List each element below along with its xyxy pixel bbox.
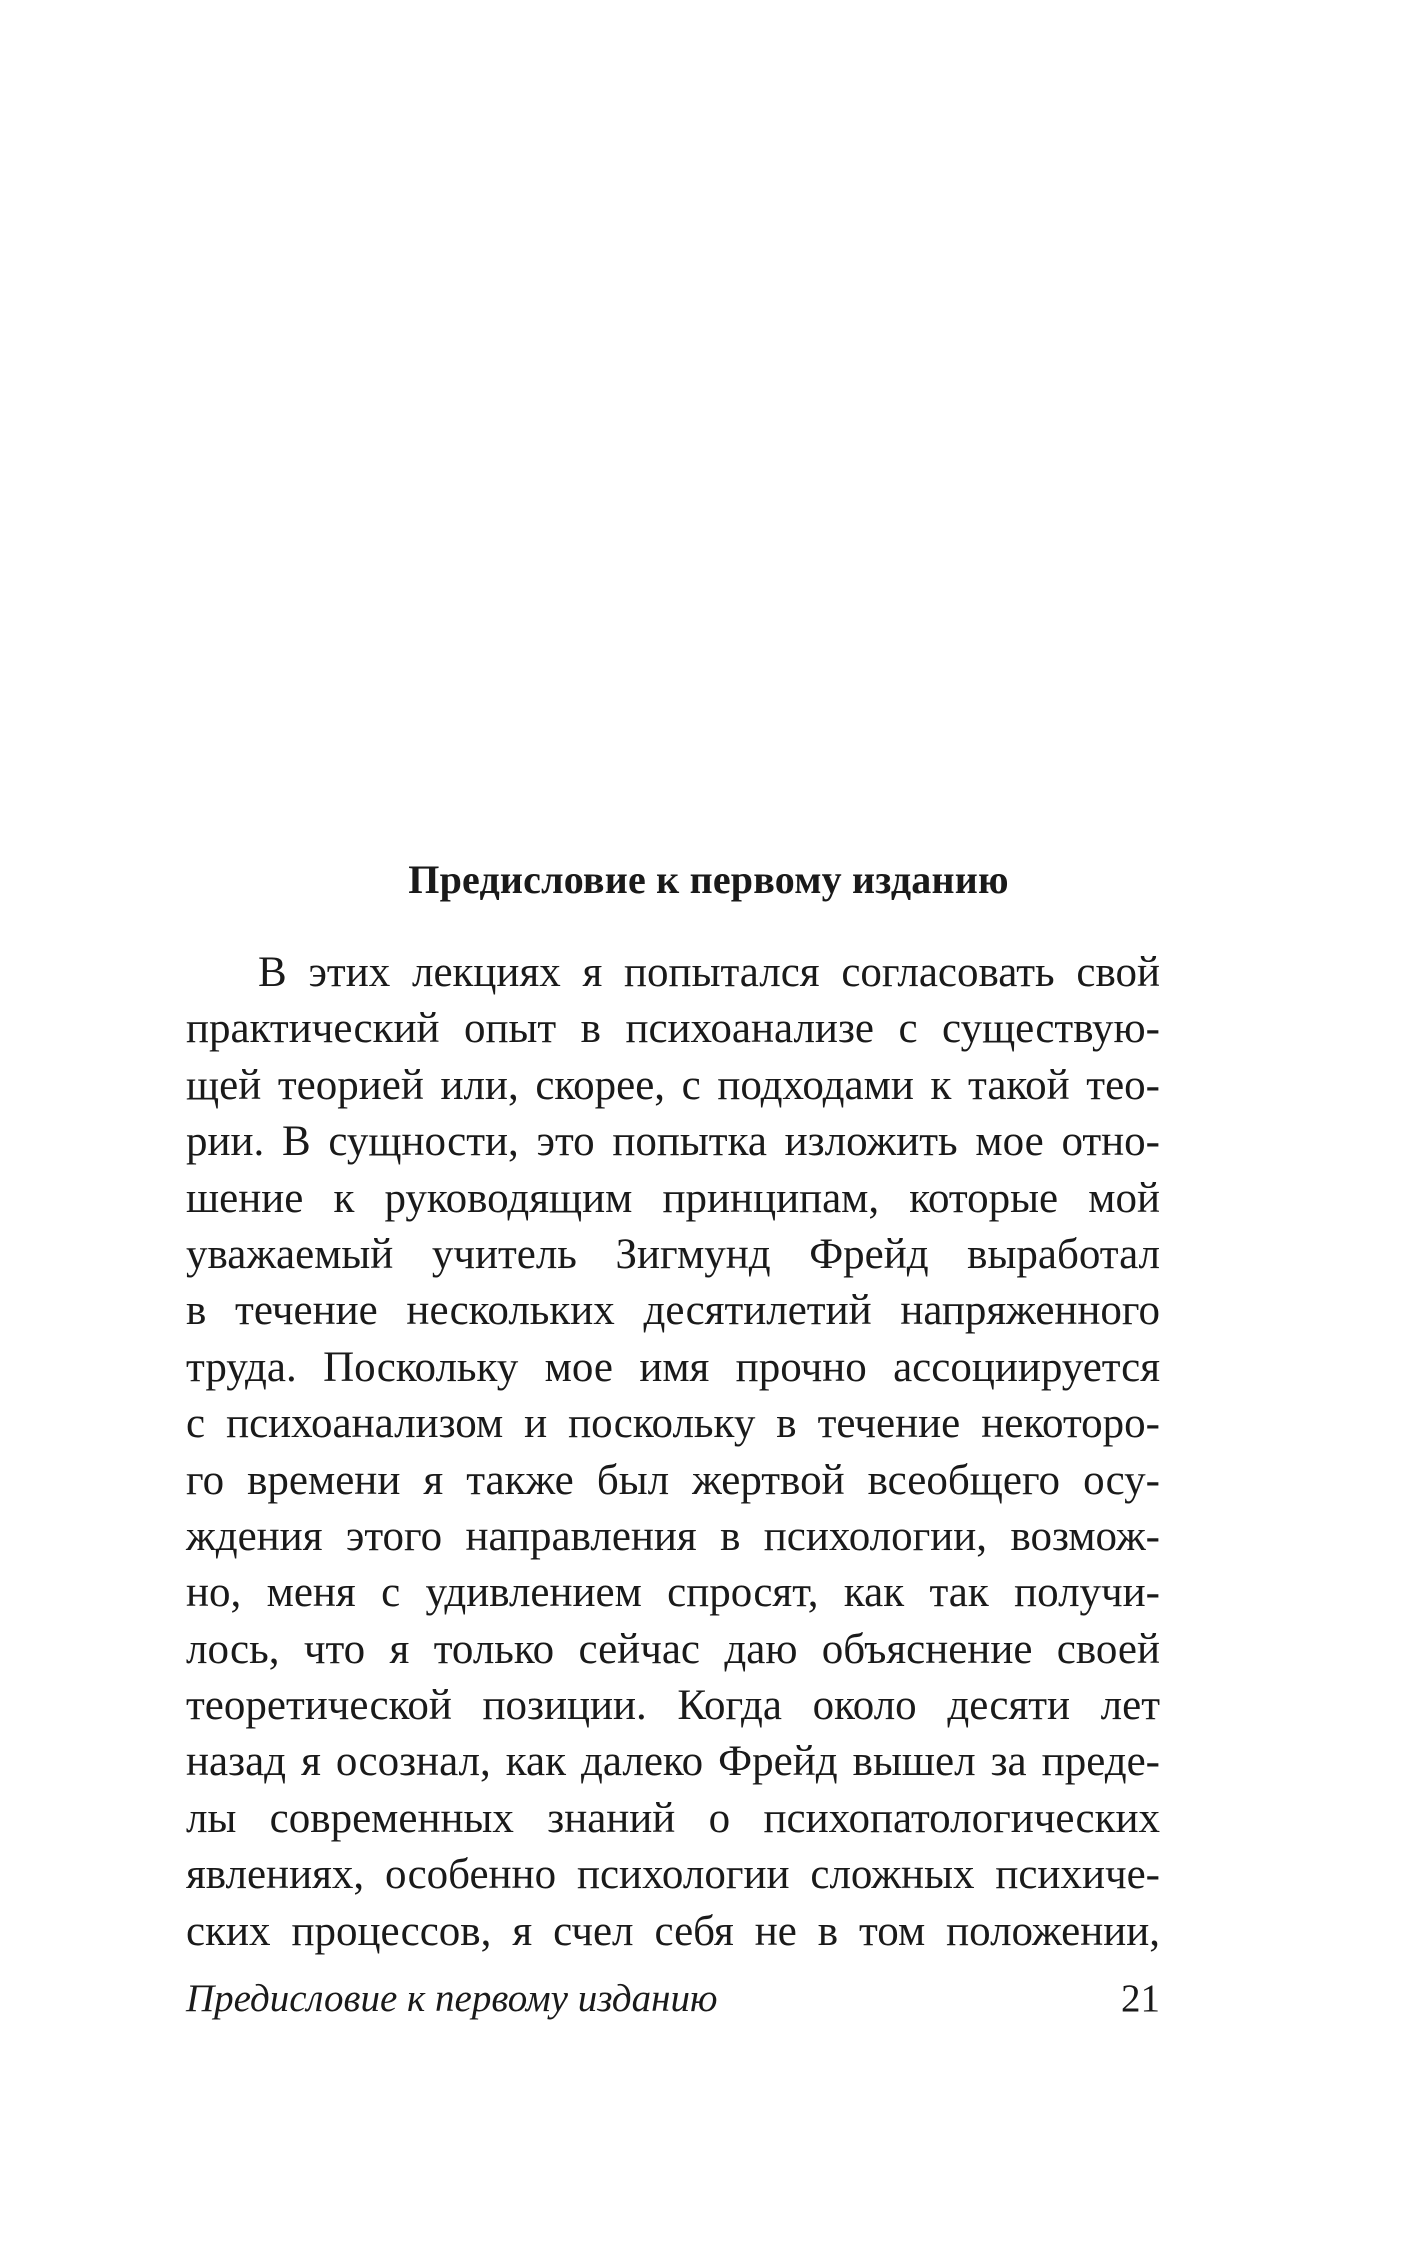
text-line: труда. Поскольку мое имя прочно ассоциируется	[186, 1343, 1160, 1391]
text-line: шение к руководящим принципам, которые мой	[186, 1174, 1160, 1222]
text-line: В этих лекциях я попытался согласовать свой	[258, 949, 1160, 996]
text-line: щей теорией или, скорее, с подходами к такой тео-	[186, 1061, 1160, 1109]
text-line: с психоанализом и поскольку в течение некоторо-	[186, 1400, 1160, 1448]
text-line: в течение нескольких десятилетий напряженного	[186, 1287, 1160, 1335]
page-number: 21	[1121, 1977, 1160, 2020]
text-line: ских процессов, я счел себя не в том положении,	[186, 1907, 1160, 1955]
text-line: го времени я также был жертвой всеобщего осу-	[186, 1456, 1160, 1504]
text-line: рии. В сущности, это попытка изложить мое отно-	[186, 1118, 1160, 1166]
section-heading: Предисловие к первому изданию	[408, 857, 1009, 902]
body-paragraph	[186, 945, 1160, 1960]
text-line: но, меня с удивлением спросят, как так получи-	[186, 1569, 1160, 1617]
text-line: лось, что я только сейчас даю объяснение своей	[186, 1625, 1160, 1673]
text-line: ждения этого направления в психологии, возмож-	[186, 1512, 1160, 1560]
text-line: лы современных знаний о психопатологических	[186, 1794, 1160, 1842]
text-line: явлениях, особенно психологии сложных психиче-	[186, 1851, 1160, 1899]
running-footer-title: Предисловие к первому изданию	[186, 1977, 718, 2020]
text-line: теоретической позиции. Когда около десяти лет	[186, 1682, 1160, 1730]
text-line: уважаемый учитель Зигмунд Фрейд выработал	[186, 1230, 1160, 1278]
text-line: назад я осознал, как далеко Фрейд вышел за преде-	[186, 1738, 1160, 1786]
text-line: практический опыт в психоанализе с существую-	[186, 1005, 1160, 1053]
